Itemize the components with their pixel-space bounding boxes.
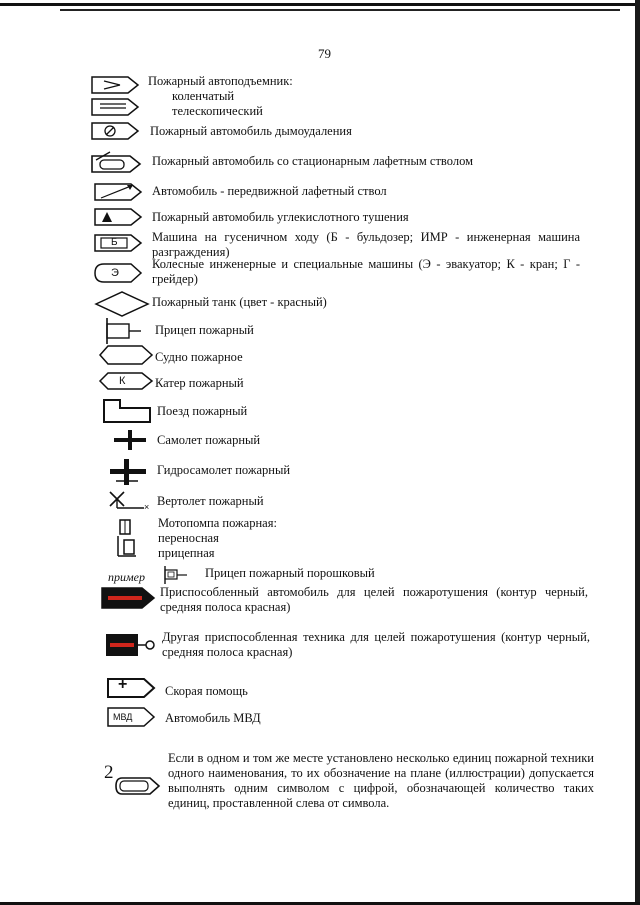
pump-icon — [114, 518, 144, 558]
wheeled-symbol-letter: Э — [111, 267, 119, 279]
page-number: 79 — [318, 46, 331, 61]
trailer-icon — [103, 316, 147, 346]
boat-icon — [98, 371, 154, 391]
mobile-monitor-icon — [93, 182, 145, 204]
police-label: Автомобиль МВД — [165, 711, 261, 725]
aerial-articulated: коленчатый — [172, 89, 235, 103]
adapted-other-icon — [104, 632, 156, 658]
aerial-ladder-icon — [90, 75, 140, 119]
tank-label: Пожарный танк (цвет - красный) — [152, 295, 327, 309]
ambulance-symbol-letter: + — [118, 676, 128, 693]
adapted-other-label: Другая приспособленная техника для целей пожаротушения (контур черный, средняя полоса красная) — [162, 630, 590, 659]
monitor-icon — [90, 150, 142, 176]
pump-trailer: прицепная — [158, 546, 215, 560]
ambulance-icon — [106, 677, 158, 699]
plane-label: Самолет пожарный — [157, 433, 261, 447]
trailer-label: Прицеп пожарный — [155, 323, 254, 337]
powder-trailer-icon — [163, 565, 191, 585]
adapted-car-label: Приспособленный автомобиль для целей пожаротушения (контур черный, средняя полоса красная) — [160, 585, 588, 614]
scan-edge-right — [635, 0, 640, 905]
counted-truck-icon — [114, 776, 162, 796]
aerial-telescopic: телескопический — [172, 104, 263, 118]
svg-text:×: × — [144, 502, 150, 512]
boat-label: Катер пожарный — [155, 376, 244, 390]
telescopic-icon — [92, 99, 138, 115]
wheeled-icon — [93, 262, 145, 284]
wheeled-label: Колесные инженерные и специальные машины (Э - эвакуатор; К - кран; Г - грейдер) — [152, 257, 580, 286]
boat-symbol-letter: К — [119, 375, 126, 387]
count-digit: 2 — [104, 762, 114, 783]
monitor-label: Пожарный автомобиль со стационарным лафетным стволом — [152, 154, 473, 168]
mobile-monitor-label: Автомобиль - передвижной лафетный ствол — [152, 184, 387, 198]
tracked-symbol-letter: Б — [111, 237, 118, 248]
powder-label: Прицеп пожарный порошковый — [205, 566, 375, 580]
seaplane-label: Гидросамолет пожарный — [157, 463, 291, 477]
police-symbol-letter: МВД — [113, 712, 133, 722]
smoke-exhaust-icon — [90, 121, 140, 141]
co2-label: Пожарный автомобиль углекислотного тушения — [152, 210, 409, 224]
scan-edge-top — [0, 0, 640, 12]
co2-triangle-icon — [93, 207, 145, 227]
vessel-label: Судно пожарное — [155, 350, 243, 364]
train-icon — [102, 398, 154, 424]
tracked-icon — [93, 233, 145, 253]
diamond-icon — [94, 290, 150, 318]
count-note-text: Если в одном и том же месте установлено несколько единиц пожарной техники одного наименования, то их обозначение на плане (иллюстрации) допускается выполнять одним символом с цифрой, обозначающей количество таких единиц, проставленной слева от символа. — [168, 751, 594, 810]
smoke-label: Пожарный автомобиль дымоудаления — [150, 124, 352, 138]
pump-portable: переносная — [158, 531, 219, 545]
adapted-car-icon — [100, 586, 156, 610]
ambulance-label: Скорая помощь — [165, 684, 248, 698]
example-prefix: пример — [108, 570, 145, 584]
helicopter-icon — [106, 488, 152, 514]
plane-icon — [110, 428, 152, 452]
heli-label: Вертолет пожарный — [157, 494, 264, 508]
aerial-title: Пожарный автоподъемник: — [148, 74, 293, 88]
seaplane-icon — [106, 457, 152, 487]
hexagon-icon — [98, 344, 154, 366]
train-label: Поезд пожарный — [157, 404, 248, 418]
tracked-label: Машина на гусеничном ходу (Б - бульдозер; ИМР - инженерная машина разграждения) — [152, 230, 580, 259]
pump-title: Мотопомпа пожарная: — [158, 516, 277, 530]
